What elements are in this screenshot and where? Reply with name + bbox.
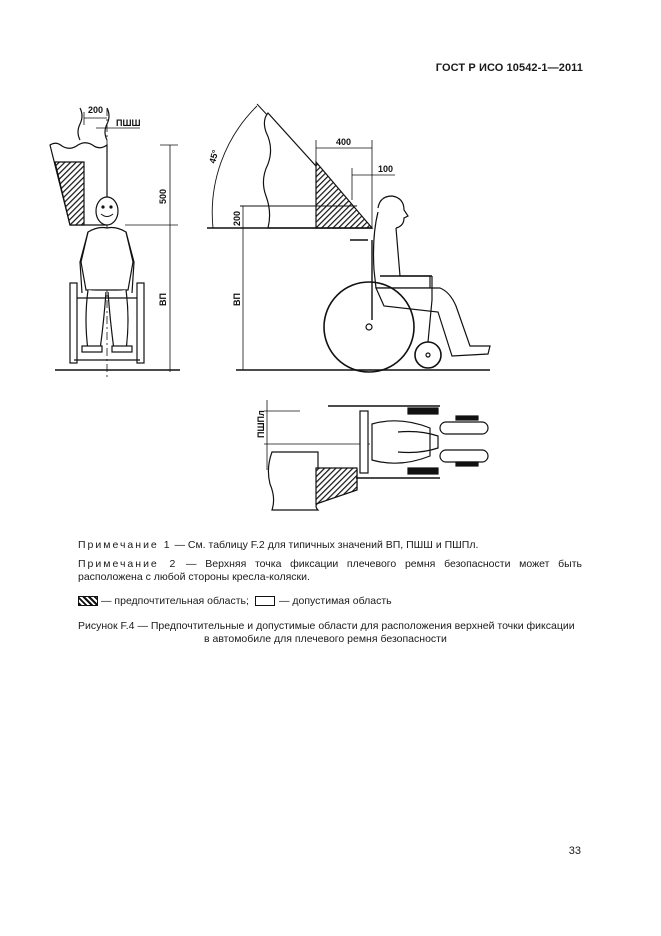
- caption-line-2: в автомобиле для плечевого ремня безопасности: [204, 633, 447, 645]
- side-preferred-zone: [316, 162, 372, 228]
- side-dim-200: 200: [232, 210, 242, 226]
- page-number: 33: [568, 845, 581, 857]
- front-view: [50, 108, 180, 378]
- side-dim-400: 400: [336, 137, 352, 147]
- front-dim-200: 200: [88, 105, 104, 115]
- top-view: [264, 400, 488, 510]
- legend-acceptable-swatch: [255, 596, 275, 606]
- caption-line-1: Рисунок F.4 — Предпочтительные и допустимые области для расположения верхней точки фиксации: [78, 620, 575, 632]
- legend: [78, 595, 392, 607]
- front-dim-500: 500: [158, 188, 168, 204]
- note-1-label: Примечание 1: [78, 539, 172, 551]
- side-dim-angle: 45°: [207, 148, 221, 165]
- front-head: [96, 197, 118, 225]
- note-2: [78, 558, 582, 584]
- legend-preferred-swatch: [78, 596, 98, 606]
- legend-acceptable-label: — допустимая область: [278, 595, 392, 607]
- side-dim-100: 100: [378, 164, 394, 174]
- side-dim-vp: ВП: [232, 293, 242, 306]
- front-preferred-zone: [55, 162, 84, 225]
- front-dim-vp: ВП: [158, 293, 168, 306]
- note-1: [78, 539, 582, 552]
- figure-caption: [78, 620, 582, 646]
- top-preferred-zone: [316, 468, 357, 504]
- front-dim-pshsh: ПШШ: [116, 118, 141, 128]
- note-1-text: — См. таблицу F.2 для типичных значений ВП, ПШШ и ПШПл.: [171, 539, 479, 551]
- note-2-text: — Верхняя точка фиксации плечевого ремня безопасности может быть расположена с любой стороны кресла-коляски.: [78, 558, 582, 583]
- note-2-label: Примечание 2: [78, 558, 178, 570]
- top-dim-pshpl: ПШПл: [256, 410, 266, 438]
- legend-preferred-label: — предпочтительная область;: [101, 595, 249, 607]
- standard-header: ГОСТ Р ИСО 10542-1—2011: [435, 62, 583, 74]
- front-torso: [81, 228, 133, 291]
